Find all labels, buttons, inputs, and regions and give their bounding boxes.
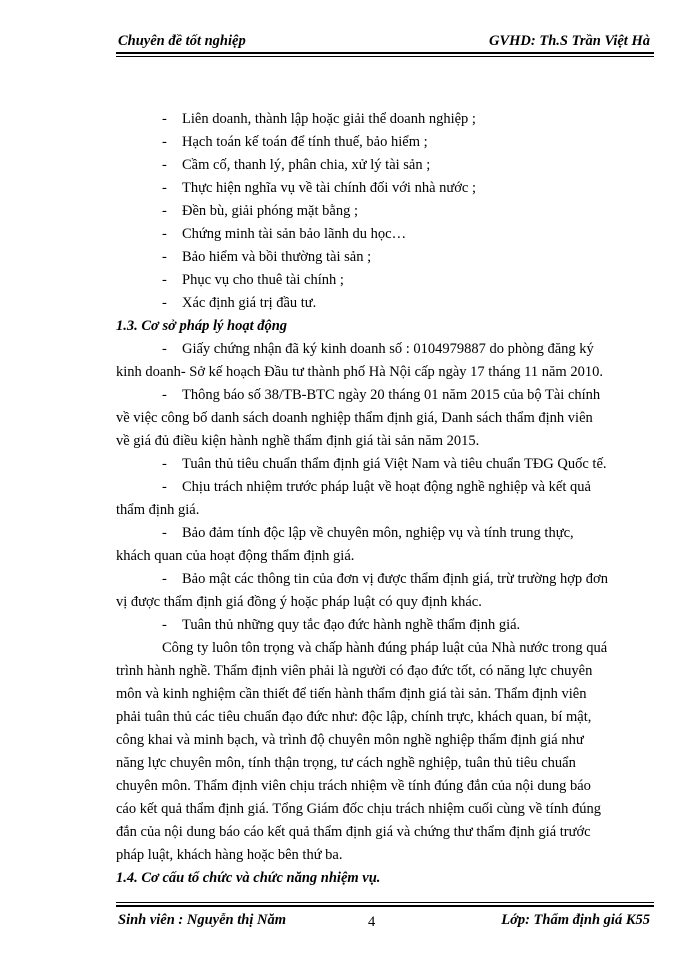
list-item-text: Giấy chứng nhận đã ký kinh doanh số : 0104979887 do phòng đăng ký	[182, 341, 594, 357]
footer-student: Sinh viên : Nguyễn thị Năm	[118, 912, 286, 928]
list-item-text: Chứng minh tài sản bảo lãnh du học…	[182, 226, 407, 242]
bullet-dash: -	[162, 203, 167, 219]
list-item-text: Tuân thủ những quy tắc đạo đức hành nghề thẩm định giá.	[182, 617, 521, 633]
paragraph-line: trình hành nghề. Thẩm định viên phải là người có đạo đức tốt, có năng lực chuyên	[116, 663, 593, 679]
bullet-dash: -	[162, 456, 167, 472]
bullet-dash: -	[162, 226, 167, 242]
list-item-continuation: thẩm định giá.	[116, 502, 200, 518]
page-number: 4	[368, 914, 376, 930]
header-divider-thin	[116, 56, 654, 57]
bullet-dash: -	[162, 341, 167, 357]
list-item-text: Tuân thủ tiêu chuẩn thẩm định giá Việt Nam và tiêu chuẩn TĐG Quốc tế.	[182, 456, 607, 472]
paragraph-line: đắn của nội dung báo cáo kết quả thẩm định giá và chứng thư thẩm định giá trước	[116, 824, 591, 840]
bullet-dash: -	[162, 157, 167, 173]
list-item-text: Đền bù, giải phóng mặt bằng ;	[182, 203, 358, 219]
bullet-dash: -	[162, 272, 167, 288]
footer-class: Lớp: Thẩm định giá K55	[501, 912, 650, 928]
bullet-dash: -	[162, 617, 167, 633]
footer-divider-thick	[116, 905, 654, 907]
list-item-continuation: kinh doanh- Sở kế hoạch Đầu tư thành phố Hà Nội cấp ngày 17 tháng 11 năm 2010.	[116, 364, 603, 380]
list-item-text: Bảo hiểm và bồi thường tài sản ;	[182, 249, 372, 265]
bullet-dash: -	[162, 571, 167, 587]
list-item-continuation: vị được thẩm định giá đồng ý hoặc pháp luật có quy định khác.	[116, 594, 482, 610]
paragraph-line: cáo kết quả thẩm định giá. Tổng Giám đốc chịu trách nhiệm cuối cùng về tính đúng	[116, 801, 601, 817]
paragraph-line: môn và kinh nghiệm cần thiết để tiến hành thẩm định giá tài sản. Thẩm định viên	[116, 686, 587, 702]
paragraph-line: năng lực chuyên môn, tính thận trọng, tư cách nghề nghiệp, tuân thủ tiêu chuẩn	[116, 755, 576, 771]
list-item-text: Chịu trách nhiệm trước pháp luật về hoạt động nghề nghiệp và kết quả	[182, 479, 591, 495]
bullet-dash: -	[162, 295, 167, 311]
bullet-dash: -	[162, 180, 167, 196]
list-item-text: Bảo mật các thông tin của đơn vị được thẩm định giá, trừ trường hợp đơn	[182, 571, 608, 587]
page-footer	[116, 910, 654, 932]
page-header	[116, 30, 654, 52]
paragraph-line: công khai và minh bạch, và trình độ chuyên môn nghề nghiệp thẩm định giá như	[116, 732, 584, 748]
list-item-text: Liên doanh, thành lập hoặc giải thể doanh nghiệp ;	[182, 111, 476, 127]
list-item-text: Xác định giá trị đầu tư.	[182, 295, 317, 311]
section-heading-1-4: 1.4. Cơ cấu tổ chức và chức năng nhiệm vụ.	[116, 870, 381, 886]
bullet-dash: -	[162, 479, 167, 495]
paragraph-line: chuyên môn. Thẩm định viên chịu trách nhiệm về tính đúng đắn của nội dung báo	[116, 778, 591, 794]
list-item-text: Hạch toán kế toán để tính thuế, bảo hiểm ;	[182, 134, 428, 150]
header-supervisor: GVHD: Th.S Trần Việt Hà	[488, 33, 650, 49]
list-item-text: Cầm cố, thanh lý, phân chia, xử lý tài sản ;	[182, 157, 431, 173]
bullet-dash: -	[162, 525, 167, 541]
paragraph-line: Công ty luôn tôn trọng và chấp hành đúng pháp luật của Nhà nước trong quá	[162, 640, 608, 656]
paragraph-line: phải tuân thủ các tiêu chuẩn đạo đức như: độc lập, chính trực, khách quan, bí mật,	[116, 709, 592, 725]
list-item-text: Thực hiện nghĩa vụ về tài chính đối với nhà nước ;	[182, 180, 477, 196]
footer-divider-thin	[116, 902, 654, 903]
list-item-continuation: về việc công bố danh sách doanh nghiệp thẩm định giá, Danh sách thẩm định viên	[116, 410, 593, 426]
list-item-text: Phục vụ cho thuê tài chính ;	[182, 272, 344, 288]
bullet-dash: -	[162, 249, 167, 265]
header-document-type: Chuyên đề tốt nghiệp	[118, 33, 246, 49]
list-item-text: Thông báo số 38/TB-BTC ngày 20 tháng 01 năm 2015 của bộ Tài chính	[182, 387, 601, 403]
header-divider-thick	[116, 52, 654, 54]
section-heading-1-3: 1.3. Cơ sở pháp lý hoạt động	[116, 318, 288, 334]
bullet-dash: -	[162, 387, 167, 403]
list-item-text: Bảo đảm tính độc lập về chuyên môn, nghiệp vụ và tính trung thực,	[182, 525, 574, 541]
paragraph-line: pháp luật, khách hàng hoặc bên thứ ba.	[116, 847, 343, 863]
bullet-dash: -	[162, 134, 167, 150]
list-item-continuation: về giá đủ điều kiện hành nghề thẩm định giá tài sản năm 2015.	[116, 433, 480, 449]
bullet-dash: -	[162, 111, 167, 127]
list-item-continuation: khách quan của hoạt động thẩm định giá.	[116, 548, 355, 564]
